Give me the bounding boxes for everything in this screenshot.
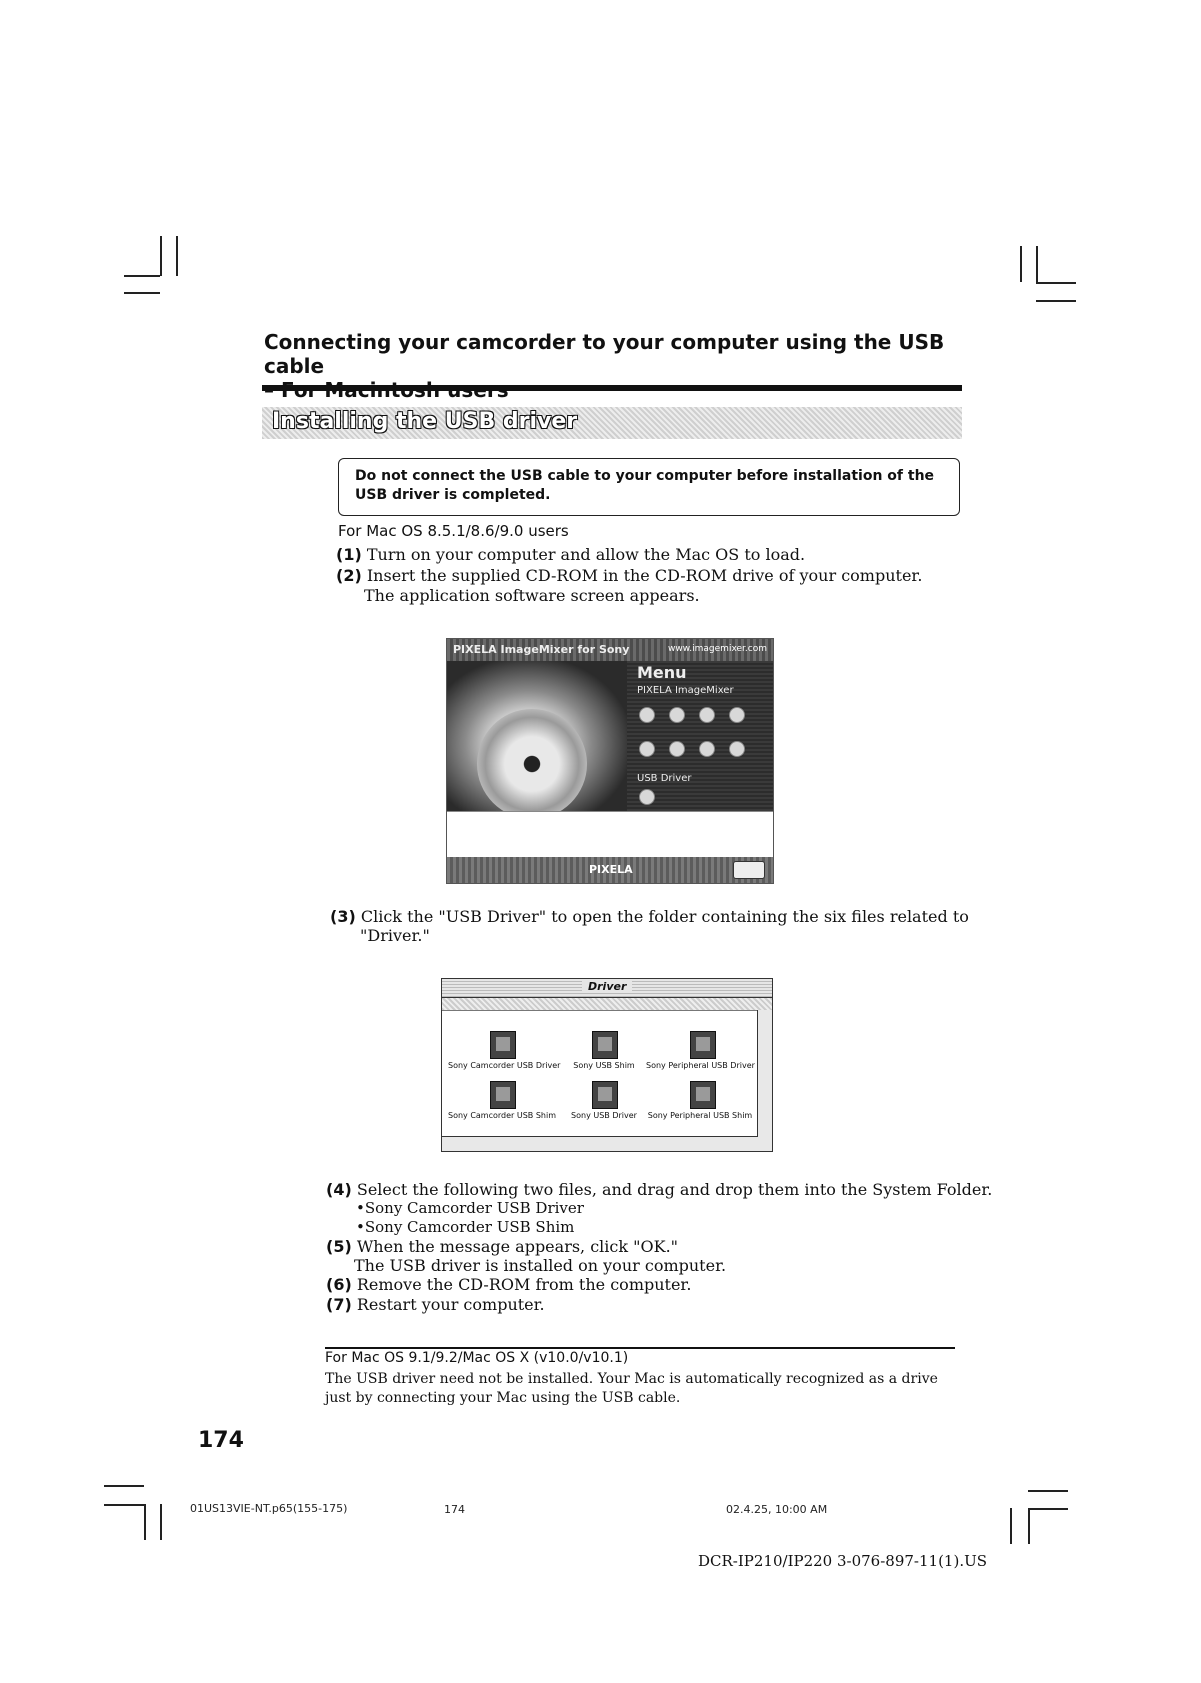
os-new-text-line1: The USB driver need not be installed. Your Mac is automatically recognized as a drive (325, 1371, 938, 1387)
section-header (262, 407, 962, 439)
file-label: Sony USB Shim (573, 1061, 635, 1070)
cd-artwork (447, 661, 627, 811)
app-url: www.imagemixer.com (668, 644, 767, 654)
os-heading-new: For Mac OS 9.1/9.2/Mac OS X (v10.0/v10.1) (325, 1350, 629, 1366)
file-label: Sony Camcorder USB Shim (448, 1111, 557, 1120)
app-icon[interactable] (699, 741, 715, 757)
step-number: (2) (336, 566, 362, 585)
os-new-text (325, 1370, 938, 1408)
os-heading-old: For Mac OS 8.5.1/8.6/9.0 users (338, 522, 569, 540)
horizontal-scrollbar[interactable] (442, 1136, 758, 1151)
step-number: (1) (336, 545, 362, 564)
app-title-bar (447, 639, 773, 661)
bullet-item: •Sony Camcorder USB Driver (356, 1199, 584, 1217)
driver-window-screenshot (441, 978, 773, 1152)
step-number: (4) (326, 1180, 352, 1199)
os-new-text-line2: just by connecting your Mac using the USB cable. (325, 1390, 681, 1406)
title-rule (262, 385, 962, 391)
step-number: (3) (330, 907, 356, 926)
file-icon[interactable] (592, 1031, 618, 1059)
step-3-sub: "Driver." (360, 926, 430, 945)
step-text: Turn on your computer and allow the Mac OS to load. (366, 545, 806, 564)
app-icon[interactable] (699, 707, 715, 723)
section-title: Installing the USB driver (272, 409, 578, 434)
footer-model: DCR-IP210/IP220 3-076-897-11(1).US (698, 1552, 988, 1570)
driver-window-infobar (442, 998, 772, 1011)
file-label: Sony USB Driver (571, 1111, 637, 1120)
app-description-area (447, 811, 773, 858)
cd-disc-icon (477, 709, 587, 819)
file-label: Sony Camcorder USB Driver (448, 1061, 561, 1070)
step-text: Restart your computer. (356, 1295, 545, 1314)
app-icon[interactable] (729, 707, 745, 723)
crop-mark (160, 236, 162, 276)
crop-mark (124, 275, 160, 277)
crop-mark (1036, 282, 1076, 284)
crop-mark (1036, 300, 1076, 302)
app-icon[interactable] (669, 707, 685, 723)
bullet-item: •Sony Camcorder USB Shim (356, 1218, 575, 1236)
crop-mark (144, 1504, 146, 1540)
app-brand: PIXELA (589, 863, 633, 876)
step-1 (336, 545, 805, 564)
file-label: Sony Peripheral USB Driver (646, 1061, 755, 1070)
caution-box (338, 458, 960, 516)
crop-mark (1036, 246, 1038, 282)
step-text: Click the "USB Driver" to open the folder containing the six files related to (360, 907, 969, 926)
file-icon[interactable] (690, 1081, 716, 1109)
step-4 (326, 1180, 992, 1199)
app-footer-bar (447, 857, 773, 883)
app-title: PIXELA ImageMixer for Sony (453, 643, 630, 656)
crop-mark (176, 236, 178, 276)
footer-file-ref: 01US13VIE-NT.p65(155-175) (190, 1502, 348, 1515)
step-number: (5) (326, 1237, 352, 1256)
crop-mark (104, 1504, 144, 1506)
crop-mark (1020, 246, 1022, 282)
page-title (264, 330, 964, 402)
crop-mark (104, 1485, 144, 1487)
file-icon[interactable] (490, 1031, 516, 1059)
driver-window-title: Driver (582, 980, 632, 993)
file-icon[interactable] (490, 1081, 516, 1109)
step-2 (336, 566, 922, 585)
crop-mark (1028, 1490, 1068, 1492)
step-number: (7) (326, 1295, 352, 1314)
vertical-scrollbar[interactable] (757, 1010, 772, 1151)
page-number: 174 (198, 1428, 244, 1453)
step-5 (326, 1237, 678, 1256)
app-icon[interactable] (639, 707, 655, 723)
footer-page-ref: 174 (444, 1503, 465, 1516)
app-icon[interactable] (729, 741, 745, 757)
menu-item-imagemixer[interactable]: PIXELA ImageMixer (637, 685, 734, 696)
quit-button[interactable] (733, 861, 765, 879)
step-5-sub: The USB driver is installed on your computer. (354, 1256, 727, 1275)
menu-item-usb-driver[interactable]: USB Driver (637, 773, 692, 784)
file-icon[interactable] (690, 1031, 716, 1059)
step-6 (326, 1275, 691, 1294)
step-number: (6) (326, 1275, 352, 1294)
section-rule (325, 1347, 955, 1349)
app-icon[interactable] (639, 741, 655, 757)
step-7 (326, 1295, 545, 1314)
caution-text: Do not connect the USB cable to your computer before installation of the USB driver is completed. (355, 468, 935, 503)
crop-mark (124, 292, 160, 294)
file-icon[interactable] (592, 1081, 618, 1109)
app-software-screenshot (446, 638, 774, 884)
app-menu-panel (627, 661, 773, 811)
app-icon[interactable] (669, 741, 685, 757)
crop-mark (160, 1504, 162, 1540)
file-label: Sony Peripheral USB Shim (647, 1111, 753, 1120)
driver-window-titlebar (442, 979, 772, 998)
footer-timestamp: 02.4.25, 10:00 AM (726, 1503, 828, 1516)
step-text: Remove the CD-ROM from the computer. (356, 1275, 692, 1294)
crop-mark (1028, 1508, 1068, 1510)
crop-mark (1028, 1508, 1030, 1544)
menu-title: Menu (637, 663, 687, 682)
step-text: Insert the supplied CD-ROM in the CD-ROM drive of your computer. (366, 566, 923, 585)
crop-mark (1010, 1508, 1012, 1544)
step-3 (330, 907, 969, 926)
step-2-sub: The application software screen appears. (364, 586, 700, 605)
step-text: Select the following two files, and drag and drop them into the System Folder. (356, 1180, 993, 1199)
step-text: When the message appears, click "OK." (356, 1237, 679, 1256)
usb-driver-icon[interactable] (639, 789, 655, 805)
page-title-line1: Connecting your camcorder to your computer using the USB cable (264, 330, 945, 378)
